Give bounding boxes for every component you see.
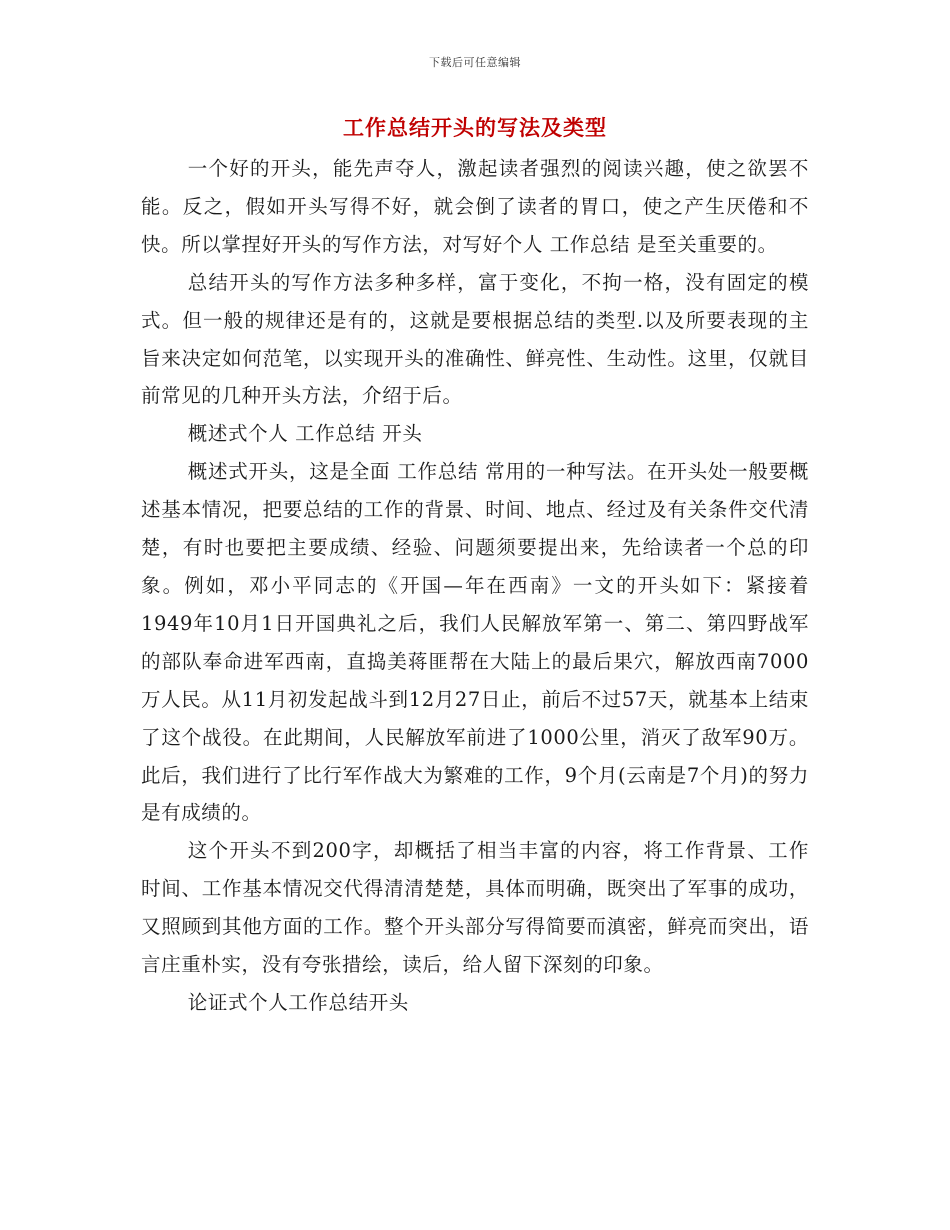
paragraph-methods: 总结开头的写作方法多种多样，富于变化，不拘一格，没有固定的模式。但一般的规律还是有的，这就是要根据总结的类型.以及所要表现的主旨来决定如何范笔，以实现开头的准确性、鲜亮性、生动性。这里，仅就目前常见的几种开头方法，介绍于后。 [141, 270, 809, 408]
section-heading-argument: 论证式个人工作总结开头 [187, 990, 409, 1014]
section-heading-overview: 概述式个人 工作总结 开头 [187, 422, 423, 446]
paragraph-overview: 概述式开头，这是全面 工作总结 常用的一种写法。在开头处一般要概述基本情况，把要总结的工作的背景、时间、地点、经过及有关条件交代清楚，有时也要把主要成绩、经验、问题须要提出来，先给读者一个总的印象。例如，邓小平同志的《开国—年在西南》一文的开头如下：紧接着1949年10月1日开国典礼之后，我们人民解放军第一、第二、第四野战军的部队奉命进军西南，直捣美蒋匪帮在大陆上的最后果穴，解放西南7000万人民。从11月初发起战斗到12月27日止，前后不过57天，就基本上结束了这个战役。在此期间，人民解放军前进了1000公里，消灭了敌军90万。 此后，我们进行了比行军作战大为繁难的工作，9个月(云南是7个月)的努力是有成绩的。 [141, 460, 809, 825]
document-body [141, 150, 809, 1022]
document-title: 工作总结开头的写法及类型 [343, 115, 607, 140]
paragraph-intro: 一个好的开头，能先声夺人，激起读者强烈的阅读兴趣，使之欲罢不能。反之，假如开头写得不好，就会倒了读者的胃口，使之产生厌倦和不快。所以掌捏好开头的写作方法，对写好个人 工作总结 是至关重要的。 [141, 157, 809, 256]
paragraph-analysis: 这个开头不到200字，却概括了相当丰富的内容，将工作背景、工作时间、工作基本情况交代得清清楚楚，具体而明确，既突出了军事的成功，又照顾到其他方面的工作。整个开头部分写得简要而滇密，鲜亮而突出，语言庄重朴实，没有夸张措绘，读后，给人留下深刻的印象。 [141, 839, 809, 977]
header-note: 下载后可任意编辑 [429, 56, 521, 69]
